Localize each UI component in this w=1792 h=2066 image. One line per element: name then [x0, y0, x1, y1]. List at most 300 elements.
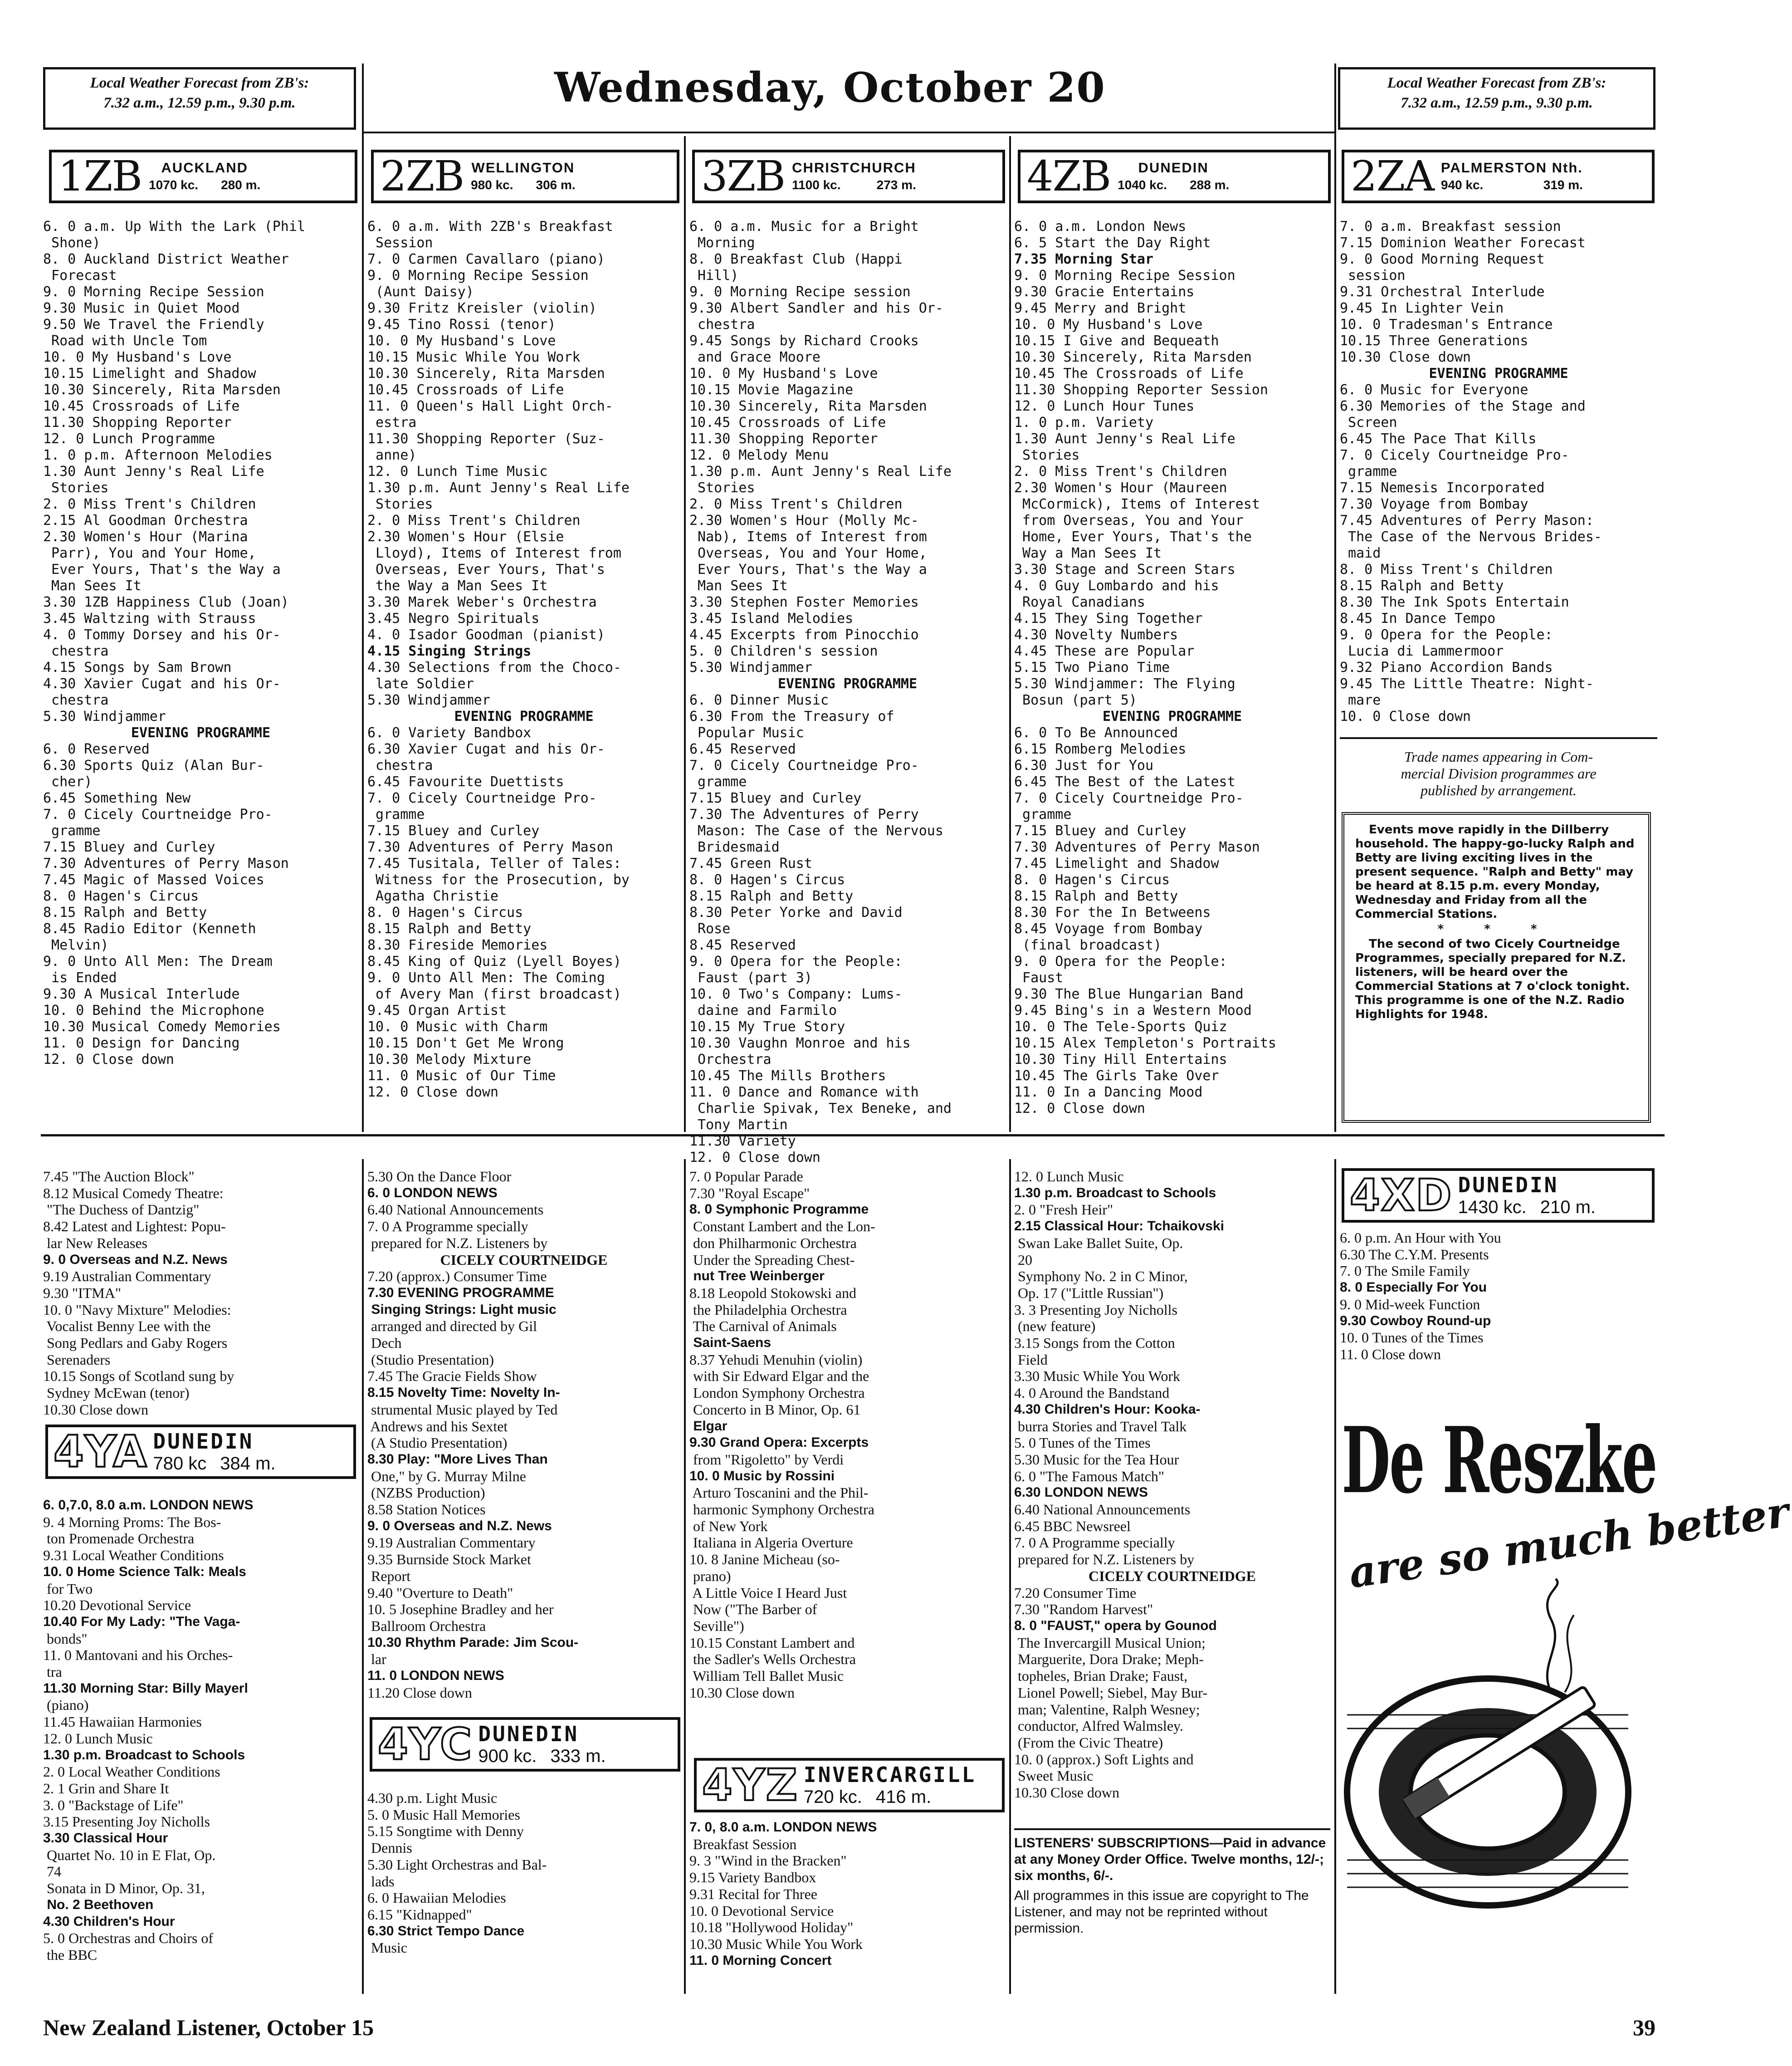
- programme-line: 10. 0 My Husband's Love: [1014, 317, 1203, 333]
- programme-line: 7. 0 A Programme specially: [1014, 1534, 1175, 1551]
- programme-line: 7.45 Tusitala, Teller of Tales:: [367, 856, 621, 871]
- programme-line: 11. 0 LONDON NEWS: [367, 1668, 504, 1684]
- programme-line: Singing Strings: Light music: [367, 1302, 557, 1317]
- programme-line: 10.15 Movie Magazine: [689, 382, 854, 398]
- footer-publication: New Zealand Listener, October 15: [43, 2015, 374, 2040]
- programme-line: 10.30 Close down: [1014, 1784, 1119, 1801]
- programme-line: 6. 0 Hawaiian Melodies: [367, 1890, 506, 1906]
- programme-line: Serenaders: [43, 1351, 111, 1368]
- programme-line: 4.45 These are Popular: [1014, 643, 1195, 659]
- schedule-lower-col1-top: [43, 1168, 358, 1418]
- programme-line: prano): [689, 1567, 731, 1584]
- programme-line: 11.30 Shopping Reporter (Suz-: [367, 431, 605, 447]
- programme-line: 7.45 Adventures of Perry Mason:: [1340, 513, 1594, 529]
- programme-line: 10. 0 Music with Charm: [367, 1019, 548, 1035]
- programme-line: 9.45 Bing's in a Western Mood: [1014, 1003, 1252, 1018]
- programme-line: bonds": [43, 1630, 88, 1647]
- station-call: 4YA: [54, 1426, 148, 1477]
- programme-line: 2.30 Women's Hour (Maureen: [1014, 480, 1227, 496]
- programme-line: 8.30 For the In Betweens: [1014, 905, 1211, 920]
- programme-line: 9.45 Organ Artist: [367, 1003, 507, 1018]
- programme-line: 10.45 The Girls Take Over: [1014, 1068, 1219, 1084]
- programme-line: Op. 17 ("Little Russian"): [1014, 1284, 1164, 1301]
- programme-line: 11.30 Shopping Reporter: [689, 431, 878, 447]
- programme-line: Sydney McEwan (tenor): [43, 1385, 190, 1401]
- programme-line: 6.30 The C.Y.M. Presents: [1340, 1246, 1489, 1263]
- programme-line: A Little Voice I Heard Just: [689, 1584, 847, 1601]
- programme-line: Session: [367, 235, 433, 251]
- programme-line: Sonata in D Minor, Op. 31,: [43, 1880, 205, 1897]
- programme-line: for Two: [43, 1580, 93, 1597]
- programme-line: 10.30 Sincerely, Rita Marsden: [367, 366, 605, 382]
- programme-line: 3.15 Songs from the Cotton: [1014, 1335, 1175, 1351]
- programme-line: 1.30 p.m. Broadcast to Schools: [43, 1747, 245, 1762]
- programme-line: 8. 0 Hagen's Circus: [367, 905, 523, 920]
- programme-line: 6. 0 Music for Everyone: [1340, 382, 1528, 398]
- programme-line: 11.30 Shopping Reporter: [43, 415, 232, 431]
- programme-line: 9.32 Piano Accordion Bands: [1340, 660, 1553, 676]
- column-rule: [1009, 136, 1011, 1132]
- programme-line: 2.15 Classical Hour: Tchaikovski: [1014, 1219, 1224, 1234]
- programme-line: 6. 0 a.m. London News: [1014, 219, 1187, 235]
- programme-line: (Studio Presentation): [367, 1351, 494, 1368]
- programme-line: 6.40 National Announcements: [1014, 1501, 1191, 1518]
- programme-line: 4.30 Xavier Cugat and his Or-: [43, 676, 281, 692]
- programme-line: burra Stories and Travel Talk: [1014, 1418, 1187, 1434]
- programme-line: 12. 0 Lunch Hour Tunes: [1014, 398, 1195, 414]
- programme-line: 74: [43, 1863, 61, 1880]
- programme-line: 2. 0 "Fresh Heir": [1014, 1201, 1113, 1218]
- programme-line: Morning: [689, 235, 755, 251]
- programme-line: 5.30 Music for the Tea Hour: [1014, 1451, 1179, 1468]
- station-city: DUNEDIN: [1458, 1173, 1559, 1197]
- station-city: DUNEDIN: [1138, 160, 1209, 176]
- station-kc: 720 kc.: [803, 1787, 862, 1807]
- programme-line: 6.45 The Best of the Latest: [1014, 774, 1235, 790]
- programme-line: the BBC: [43, 1946, 98, 1963]
- programme-line: 3. 0 "Backstage of Life": [43, 1797, 184, 1813]
- programme-line: Lucia di Lammermoor: [1340, 643, 1504, 659]
- station-header-3zb: [692, 150, 1005, 203]
- column-rule: [684, 136, 686, 1132]
- programme-line: 10. 0 My Husband's Love: [43, 349, 232, 365]
- programme-line: with Sir Edward Elgar and the: [689, 1368, 869, 1385]
- programme-line: Italiana in Algeria Overture: [689, 1534, 853, 1551]
- programme-line: 8.42 Latest and Lightest: Popu-: [43, 1218, 226, 1235]
- programme-line: 11. 0 Music of Our Time: [367, 1068, 556, 1084]
- programme-line: 11. 0 In a Dancing Mood: [1014, 1084, 1203, 1100]
- programme-line: 9.19 Australian Commentary: [43, 1268, 211, 1285]
- programme-line: 4. 0 Guy Lombardo and his: [1014, 578, 1219, 594]
- programme-line: 8.45 In Dance Tempo: [1340, 611, 1496, 627]
- programme-line: The Case of the Nervous Brides-: [1340, 529, 1602, 545]
- programme-line: estra: [367, 415, 417, 431]
- station-box-4yc: [370, 1717, 680, 1772]
- programme-line: 6.30 LONDON NEWS: [1014, 1485, 1148, 1500]
- programme-line: 7.15 Dominion Weather Forecast: [1340, 235, 1586, 251]
- trade-names-note: [1340, 749, 1657, 799]
- programme-line: 4.30 Selections from the Choco-: [367, 660, 621, 676]
- programme-line: 8.30 The Ink Spots Entertain: [1340, 594, 1569, 610]
- programme-line: 9.30 Cowboy Round-up: [1340, 1313, 1491, 1328]
- column-rule: [684, 1159, 686, 1994]
- programme-line: 5.30 On the Dance Floor: [367, 1168, 512, 1185]
- programme-line: 5. 0 Children's session: [689, 643, 878, 659]
- programme-line: 6. 0 LONDON NEWS: [367, 1185, 498, 1200]
- programme-line: late Soldier: [367, 676, 474, 692]
- programme-line: Overseas, Ever Yours, That's: [367, 562, 605, 578]
- programme-line: 9.30 "ITMA": [43, 1284, 121, 1301]
- station-call: 2ZA: [1351, 152, 1434, 201]
- station-kc: 1070 kc.: [149, 178, 199, 192]
- programme-line: 8.45 Reserved: [689, 937, 796, 953]
- programme-line: 3.45 Island Melodies: [689, 611, 854, 627]
- programme-line: nut Tree Weinberger: [689, 1268, 825, 1284]
- programme-line: 5.15 Two Piano Time: [1014, 660, 1170, 676]
- programme-line: (piano): [43, 1697, 89, 1714]
- programme-line: Concerto in B Minor, Op. 61: [689, 1401, 861, 1418]
- station-city: PALMERSTON Nth.: [1440, 160, 1583, 176]
- programme-line: 12. 0 Lunch Programme: [43, 431, 215, 447]
- station-city: AUCKLAND: [161, 160, 248, 176]
- station-city: INVERCARGILL: [803, 1762, 977, 1787]
- programme-line: Shone): [43, 235, 101, 251]
- programme-line: Home, Ever Yours, That's the: [1014, 529, 1252, 545]
- programme-line: 11. 0 Close down: [1340, 1346, 1441, 1362]
- programme-line: 11.45 Hawaiian Harmonies: [43, 1714, 202, 1730]
- programme-line: 6. 0 Dinner Music: [689, 692, 829, 708]
- trade-line: mercial Division programmes are: [1401, 765, 1597, 782]
- programme-line: 5.30 Windjammer: [43, 709, 166, 725]
- programme-line: Witness for the Prosecution, by: [367, 872, 630, 888]
- programme-line: Dennis: [367, 1840, 412, 1856]
- subscriptions-text: LISTENERS' SUBSCRIPTIONS—Paid in advance at any Money Order Office. Twelve months, 12/-; six months, 6/-.: [1014, 1836, 1326, 1883]
- programme-line: 9.31 Recital for Three: [689, 1885, 817, 1902]
- programme-line: 12. 0 Close down: [1014, 1101, 1145, 1116]
- programme-line: 10.30 Sincerely, Rita Marsden: [689, 398, 927, 414]
- station-city: DUNEDIN: [478, 1722, 579, 1746]
- programme-line: prepared for N.Z. Listeners by: [1014, 1551, 1195, 1568]
- schedule-4yz: [689, 1819, 1006, 1969]
- programme-line: 9.30 Music in Quiet Mood: [43, 300, 240, 316]
- programme-line: Dech: [367, 1335, 402, 1351]
- programme-line: 6. 5 Start the Day Right: [1014, 235, 1211, 251]
- column-rule: [1334, 64, 1336, 1132]
- programme-line: lar New Releases: [43, 1234, 148, 1251]
- programme-line: Saint-Saens: [689, 1335, 771, 1351]
- programme-line: 10.30 Sincerely, Rita Marsden: [1014, 349, 1252, 365]
- programme-line: 10.20 Devotional Service: [43, 1597, 191, 1614]
- programme-line: One," by G. Murray Milne: [367, 1468, 526, 1484]
- programme-line: 7.30 The Adventures of Perry: [689, 807, 919, 822]
- programme-line: 10.30 Music While You Work: [689, 1935, 863, 1952]
- programme-line: 7.15 Bluey and Curley: [43, 839, 215, 855]
- programme-line: Vocalist Benny Lee with the: [43, 1318, 211, 1335]
- programme-line: 3.30 1ZB Happiness Club (Joan): [43, 594, 289, 610]
- programme-line: (From the Civic Theatre): [1014, 1734, 1163, 1751]
- de-reszke-ad: [1338, 1406, 1792, 1942]
- programme-line: 4.30 Children's Hour: Kooka-: [1014, 1401, 1201, 1417]
- schedule-1zb: [43, 219, 358, 1068]
- programme-line: 6. 0 a.m. With 2ZB's Breakfast: [367, 219, 613, 235]
- station-m: 288 m.: [1190, 178, 1230, 192]
- programme-line: 7.20 (approx.) Consumer Time: [367, 1268, 547, 1285]
- programme-line: 9.45 The Little Theatre: Night-: [1340, 676, 1594, 692]
- programme-line: 3.30 Stephen Foster Memories: [689, 594, 919, 610]
- programme-line: topheles, Brian Drake; Faust,: [1014, 1668, 1188, 1684]
- programme-line: (Aunt Daisy): [367, 284, 474, 300]
- programme-line: 10.30 Sincerely, Rita Marsden: [43, 382, 281, 398]
- programme-line: 9.30 A Musical Interlude: [43, 986, 240, 1002]
- programme-line: Swan Lake Ballet Suite, Op.: [1014, 1234, 1183, 1251]
- programme-line: Screen: [1340, 415, 1397, 431]
- programme-line: gramme: [1014, 807, 1072, 822]
- programme-line: EVENING PROGRAMME: [454, 709, 594, 725]
- programme-line: lar: [367, 1651, 386, 1668]
- programme-line: Ballroom Orchestra: [367, 1617, 486, 1634]
- schedule-4zb: [1014, 219, 1330, 1117]
- programme-line: Way a Man Sees It: [1014, 545, 1162, 561]
- programme-line: 4.15 They Sing Together: [1014, 611, 1203, 627]
- divider: [1340, 737, 1657, 739]
- programme-line: 11. 0 Mantovani and his Orches-: [43, 1647, 233, 1664]
- programme-line: harmonic Symphony Orchestra: [689, 1501, 874, 1518]
- programme-line: chestra: [43, 692, 109, 708]
- station-call: 2ZB: [380, 152, 464, 201]
- programme-line: 9.50 We Travel the Friendly: [43, 317, 264, 333]
- programme-line: 12. 0 Lunch Time Music: [367, 464, 548, 480]
- programme-line: 9.45 Tino Rossi (tenor): [367, 317, 556, 333]
- programme-line: 6. 0 "The Famous Match": [1014, 1468, 1164, 1484]
- programme-line: 11.30 Variety: [689, 1133, 796, 1149]
- programme-line: Stories: [689, 480, 755, 496]
- programme-line: Symphony No. 2 in C Minor,: [1014, 1268, 1188, 1285]
- programme-line: 2. 1 Grin and Share It: [43, 1780, 169, 1797]
- programme-line: 3.45 Negro Spirituals: [367, 611, 540, 627]
- programme-line: Bosun (part 5): [1014, 692, 1137, 708]
- programme-line: 3.15 Presenting Joy Nicholls: [43, 1813, 210, 1830]
- programme-line: 4.30 p.m. Light Music: [367, 1790, 498, 1806]
- promo-box: [1342, 812, 1651, 1123]
- programme-line: 1.30 p.m. Broadcast to Schools: [1014, 1185, 1216, 1200]
- programme-line: of Avery Man (first broadcast): [367, 986, 621, 1002]
- ad-slogan: are so much better: [1346, 1487, 1792, 1598]
- programme-line: 1. 0 p.m. Variety: [1014, 415, 1154, 431]
- programme-line: Popular Music: [689, 725, 804, 741]
- programme-line: 10. 0 Close down: [1340, 709, 1471, 725]
- programme-line: 2. 0 Miss Trent's Children: [367, 513, 581, 529]
- schedule-2zb: [367, 219, 680, 1101]
- programme-line: Overseas, You and Your Home,: [689, 545, 927, 561]
- schedule-2za: [1340, 219, 1657, 725]
- programme-line: lads: [367, 1873, 395, 1890]
- programme-line: 12. 0 Lunch Music: [43, 1730, 153, 1747]
- programme-line: daine and Farmilo: [689, 1003, 837, 1018]
- station-m: 273 m.: [876, 178, 916, 192]
- programme-line: 9. 0 Good Morning Request: [1340, 251, 1545, 267]
- programme-line: 7.15 Bluey and Curley: [1014, 823, 1187, 839]
- divider: [1014, 1828, 1330, 1830]
- programme-line: 1.30 p.m. Aunt Jenny's Real Life: [367, 480, 630, 496]
- programme-line: the Sadler's Wells Orchestra: [689, 1651, 856, 1668]
- programme-line: 4.30 Children's Hour: [43, 1914, 175, 1929]
- programme-line: Royal Canadians: [1014, 594, 1145, 610]
- programme-line: No. 2 Beethoven: [43, 1897, 154, 1912]
- programme-line: gramme: [43, 823, 101, 839]
- programme-line: 7. 0 a.m. Breakfast session: [1340, 219, 1561, 235]
- programme-line: 11.30 Shopping Reporter Session: [1014, 382, 1268, 398]
- programme-line: William Tell Ballet Music: [689, 1668, 844, 1684]
- programme-line: 10. 0 Tradesman's Entrance: [1340, 317, 1553, 333]
- programme-line: 2.30 Women's Hour (Marina: [43, 529, 248, 545]
- programme-line: don Philharmonic Orchestra: [689, 1234, 857, 1251]
- station-kc: 900 kc.: [478, 1746, 537, 1766]
- programme-line: 12. 0 Close down: [689, 1150, 820, 1165]
- programme-line: Quartet No. 10 in E Flat, Op.: [43, 1846, 216, 1863]
- schedule-4xd: [1340, 1229, 1657, 1363]
- programme-line: Arturo Toscanini and the Phil-: [689, 1484, 869, 1501]
- programme-line: chestra: [43, 643, 109, 659]
- programme-line: Road with Uncle Tom: [43, 333, 207, 349]
- station-m: 306 m.: [536, 178, 576, 192]
- programme-line: chestra: [689, 317, 755, 333]
- programme-line: 2.30 Women's Hour (Elsie: [367, 529, 564, 545]
- programme-line: 5.30 Windjammer: [689, 660, 812, 676]
- programme-line: 12. 0 Close down: [367, 1084, 498, 1100]
- programme-line: 8.12 Musical Comedy Theatre:: [43, 1185, 224, 1201]
- programme-line: 8.45 Voyage from Bombay: [1014, 921, 1203, 937]
- programme-line: 2. 0 Miss Trent's Children: [43, 496, 256, 512]
- programme-line: Hill): [689, 268, 739, 284]
- station-kc: 940 kc.: [1440, 178, 1484, 192]
- column-rule: [1334, 1159, 1336, 1994]
- programme-line: Stories: [43, 480, 109, 496]
- station-m: 319 m.: [1543, 178, 1583, 192]
- column-rule: [362, 1159, 364, 1994]
- station-call: 4YC: [378, 1719, 473, 1770]
- programme-line: 6.30 Just for You: [1014, 758, 1154, 774]
- programme-line: Sweet Music: [1014, 1767, 1094, 1784]
- programme-line: 2.30 Women's Hour (Molly Mc-: [689, 513, 919, 529]
- station-m: 280 m.: [221, 178, 261, 192]
- programme-line: Field: [1014, 1351, 1048, 1368]
- programme-line: 12. 0 Close down: [43, 1052, 174, 1067]
- programme-line: Lloyd), Items of Interest from: [367, 545, 621, 561]
- footer-page-number: 39: [1633, 2015, 1655, 2040]
- programme-line: 8.45 Radio Editor (Kenneth: [43, 921, 256, 937]
- programme-line: 6.45 Something New: [43, 790, 191, 806]
- station-header-2zb: [371, 150, 679, 203]
- programme-line: 8.15 Ralph and Betty: [367, 921, 532, 937]
- programme-line: Andrews and his Sextet: [367, 1418, 508, 1434]
- programme-line: 8.15 Ralph and Betty: [689, 888, 854, 904]
- programme-line: 9. 4 Morning Proms: The Bos-: [43, 1513, 221, 1530]
- programme-line: 3.30 Classical Hour: [43, 1831, 168, 1846]
- programme-line: 10.45 Crossroads of Life: [43, 398, 240, 414]
- programme-line: anne): [367, 447, 417, 463]
- programme-line: 8.58 Station Notices: [367, 1501, 486, 1518]
- programme-line: 7. 0, 8.0 a.m. LONDON NEWS: [689, 1820, 877, 1835]
- programme-line: 7.30 Adventures of Perry Mason: [367, 839, 613, 855]
- programme-line: 7.35 Morning Star: [1014, 251, 1154, 267]
- programme-line: Orchestra: [689, 1052, 771, 1067]
- schedule-4ya: [43, 1497, 358, 1963]
- station-call: 4YZ: [702, 1760, 798, 1811]
- programme-line: 3.30 Stage and Screen Stars: [1014, 562, 1235, 578]
- programme-line: 11. 0 Design for Dancing: [43, 1035, 240, 1051]
- programme-line: the Philadelphia Orchestra: [689, 1301, 847, 1318]
- programme-line: 5. 0 Tunes of the Times: [1014, 1434, 1151, 1451]
- programme-line: Song Pedlars and Gaby Rogers: [43, 1335, 228, 1351]
- programme-line: 5.30 Windjammer: The Flying: [1014, 676, 1235, 692]
- programme-line: 9.30 Grand Opera: Excerpts: [689, 1435, 869, 1450]
- schedule-lower-col2-top: [367, 1168, 680, 1701]
- programme-line: 7.45 Magic of Massed Voices: [43, 872, 264, 888]
- station-kc: 1040 kc.: [1118, 178, 1167, 192]
- programme-line: 8. 0 Auckland District Weather: [43, 251, 289, 267]
- programme-line: 10. 8 Janine Micheau (so-: [689, 1551, 840, 1568]
- programme-line: 10.15 Three Generations: [1340, 333, 1528, 349]
- programme-line: 10.30 Vaughn Monroe and his: [689, 1035, 911, 1051]
- programme-line: Under the Spreading Chest-: [689, 1251, 855, 1268]
- programme-line: 7.30 "Royal Escape": [689, 1185, 810, 1201]
- programme-line: 9.35 Burnside Stock Market: [367, 1551, 531, 1568]
- programme-line: 2.15 Al Goodman Orchestra: [43, 513, 248, 529]
- programme-line: 10.30 Close down: [43, 1401, 148, 1418]
- programme-line: 4. 0 Isador Goodman (pianist): [367, 627, 605, 643]
- programme-line: 6. 0,7.0, 8.0 a.m. LONDON NEWS: [43, 1498, 254, 1513]
- programme-line: (NZBS Production): [367, 1484, 485, 1501]
- programme-line: 8.45 King of Quiz (Lyell Boyes): [367, 954, 621, 969]
- programme-line: 10.15 My True Story: [689, 1019, 845, 1035]
- programme-line: Now ("The Barber of: [689, 1601, 817, 1618]
- programme-line: 8.30 Play: "More Lives Than: [367, 1451, 548, 1467]
- programme-line: 4.15 Songs by Sam Brown: [43, 660, 232, 676]
- programme-line: 6. 0 a.m. Up With the Lark (Phil: [43, 219, 305, 235]
- programme-line: 3.45 Waltzing with Strauss: [43, 611, 256, 627]
- station-kc: 1100 kc.: [792, 178, 841, 192]
- programme-line: Report: [367, 1567, 411, 1584]
- programme-line: 9. 0 Overseas and N.Z. News: [367, 1518, 552, 1533]
- programme-line: Ever Yours, That's the Way a: [689, 562, 927, 578]
- programme-line: 7. 0 Cicely Courtneidge Pro-: [689, 758, 919, 774]
- programme-line: 10.15 Alex Templeton's Portraits: [1014, 1035, 1276, 1051]
- programme-line: 9.30 The Blue Hungarian Band: [1014, 986, 1244, 1002]
- promo-courtneidge: The second of two Cicely Courtneidge Programmes, specially prepared for N.Z. listeners, will be heard over the Commercial Stations at 7 o'clock tonight. This programme is one of the N.Z. Radio Highlights for 1948.: [1355, 937, 1630, 1021]
- programme-line: 7.30 Adventures of Perry Mason: [1014, 839, 1260, 855]
- programme-line: 8.30 Fireside Memories: [367, 937, 548, 953]
- station-call: 1ZB: [58, 152, 142, 201]
- programme-line: 9.40 "Overture to Death": [367, 1584, 513, 1601]
- programme-line: 10.15 Songs of Scotland sung by: [43, 1368, 234, 1385]
- programme-line: 11. 0 Morning Concert: [689, 1953, 832, 1968]
- programme-line: 10. 0 "Navy Mixture" Melodies:: [43, 1301, 231, 1318]
- programme-line: is Ended: [43, 970, 117, 986]
- programme-line: 6.45 Reserved: [689, 741, 796, 757]
- programme-line: conductor, Alfred Walmsley.: [1014, 1718, 1183, 1734]
- programme-line: 7. 0 Popular Parade: [689, 1168, 803, 1185]
- programme-line: 8. 0 Hagen's Circus: [1014, 872, 1170, 888]
- programme-line: 12. 0 Melody Menu: [689, 447, 829, 463]
- programme-line: 9.45 Songs by Richard Crooks: [689, 333, 919, 349]
- programme-line: 10. 0 My Husband's Love: [689, 366, 878, 382]
- programme-line: 9. 0 Unto All Men: The Dream: [43, 954, 273, 969]
- programme-line: Melvin): [43, 937, 109, 953]
- programme-line: 7.45 Green Rust: [689, 856, 812, 871]
- station-city: CHRISTCHURCH: [792, 160, 916, 176]
- programme-line: 9. 0 Morning Recipe session: [689, 284, 911, 300]
- programme-line: 10. 0 (approx.) Soft Lights and: [1014, 1751, 1194, 1767]
